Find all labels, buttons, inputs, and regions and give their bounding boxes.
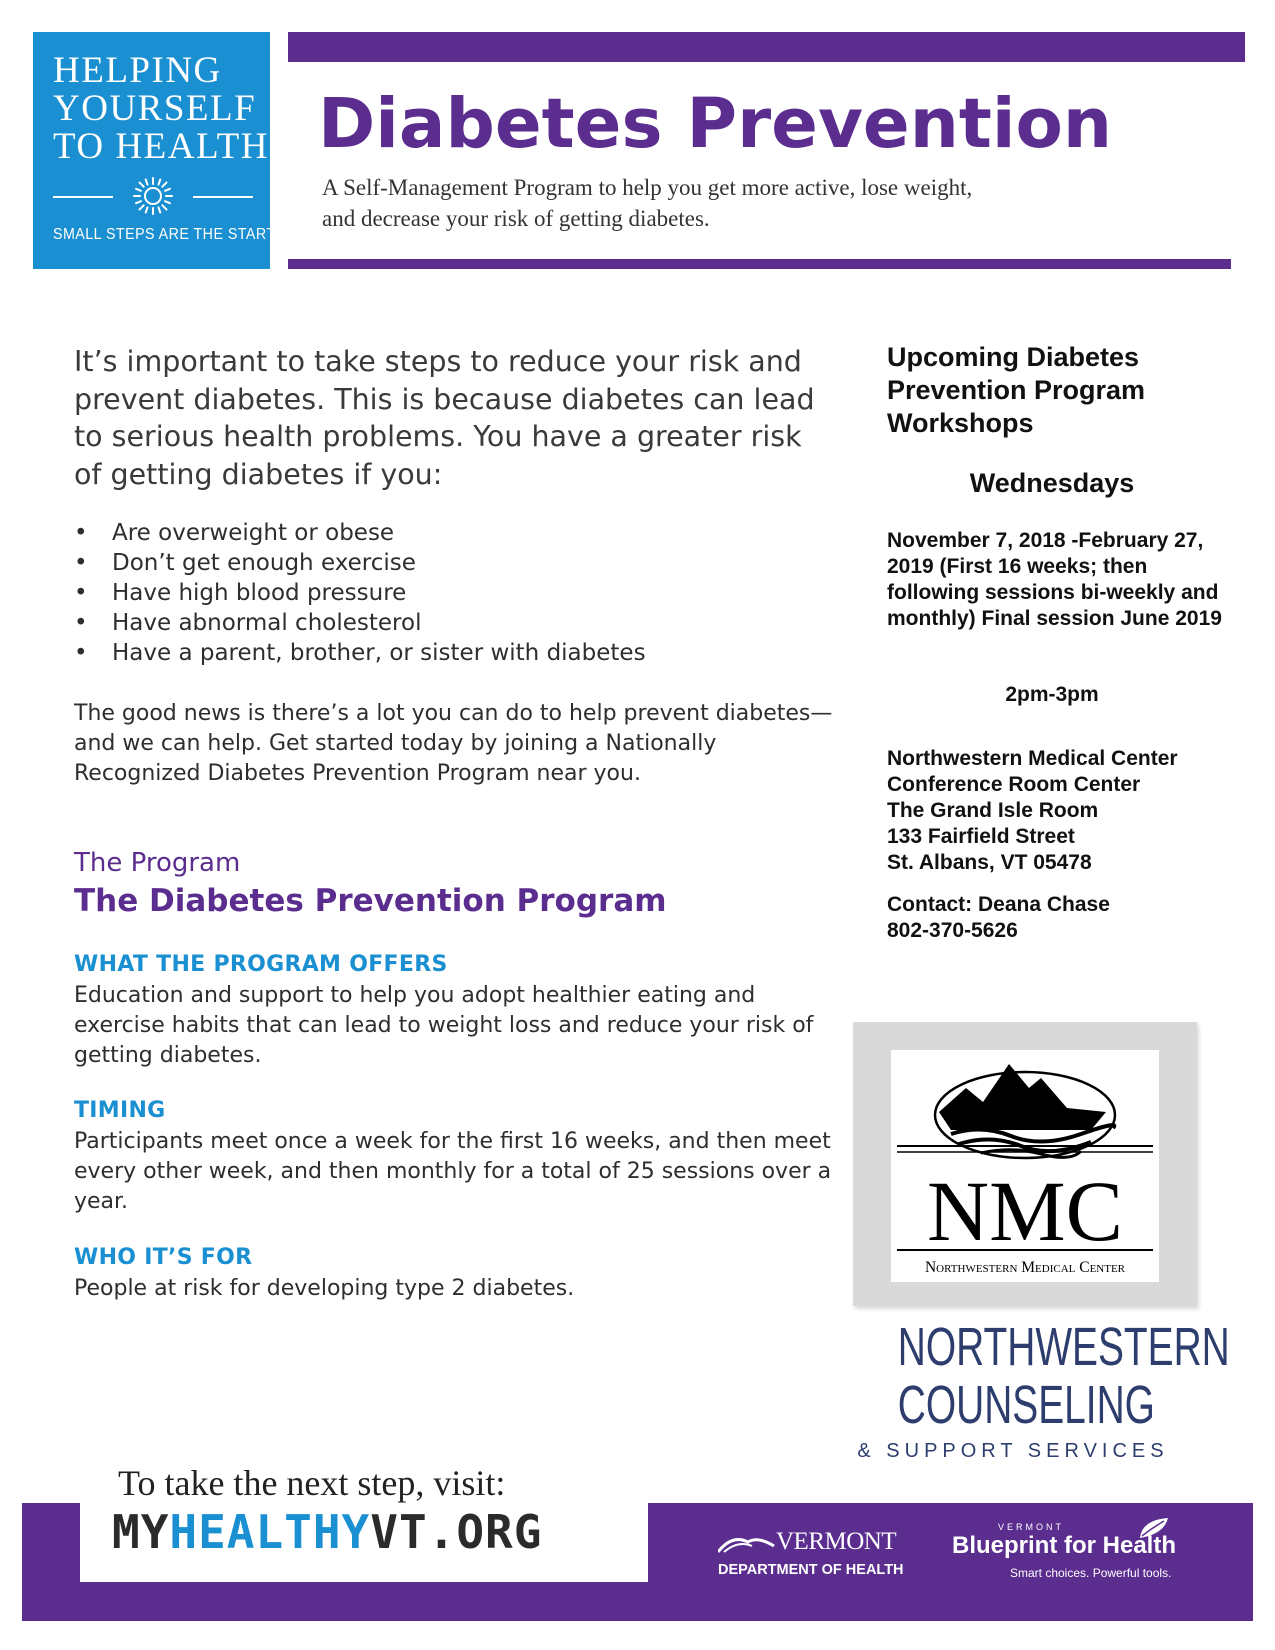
risk-factor-list <box>74 518 834 668</box>
page-subtitle <box>322 172 1102 234</box>
url-part-1: MY <box>112 1505 170 1559</box>
list-item <box>74 578 834 608</box>
location-line: Northwestern Medical Center <box>887 747 1178 770</box>
logo-line-1: HELPING <box>53 50 222 91</box>
bfh-name: Blueprint for Health <box>952 1532 1177 1559</box>
nmc-logo <box>891 1050 1159 1282</box>
logo-line-2: YOURSELF <box>53 88 257 129</box>
vdh-department: DEPARTMENT OF HEALTH <box>718 1562 904 1578</box>
blueprint-for-health-logo <box>952 1522 1192 1580</box>
leaf-icon <box>1138 1516 1170 1540</box>
visit-text: To take the next step, visit: <box>118 1463 506 1503</box>
bullet-icon: • <box>74 580 88 606</box>
nwc-line-3: & SUPPORT SERVICES <box>857 1440 1169 1462</box>
section-body-timing: Participants meet once a week for the first 16 weeks, and then meet every other week, and then monthly for a total of 25 sessions over a year. <box>74 1129 832 1214</box>
subtitle-line-1: A Self-Management Program to help you get more active, lose weight, <box>322 175 973 200</box>
vermont-mountain-icon <box>718 1532 776 1554</box>
bullet-icon: • <box>74 640 88 666</box>
sun-icon <box>53 176 253 216</box>
section-heading-offers: WHAT THE PROGRAM OFFERS <box>74 952 448 977</box>
location-line: The Grand Isle Room <box>887 799 1099 822</box>
nwc-line-2: COUNSELING <box>897 1375 1155 1435</box>
workshop-day: Wednesdays <box>969 468 1135 498</box>
program-label: The Program <box>74 848 241 878</box>
good-news-paragraph: The good news is there’s a lot you can do to help prevent diabetes—and we can help. Get started today by joining a Nationally Recognized Diabetes Prevention Program near you. <box>74 701 833 786</box>
workshop-location <box>887 746 1227 876</box>
list-item <box>74 548 834 578</box>
risk-factor-text: Don’t get enough exercise <box>112 550 416 576</box>
workshop-dates: November 7, 2018 -February 27, 2019 (First 16 weeks; then following sessions bi-weekly and monthly) Final session June 2019 <box>887 529 1222 630</box>
section-body-audience: People at risk for developing type 2 diabetes. <box>74 1276 575 1301</box>
list-item <box>74 608 834 638</box>
logo-line-3: TO HEALTH <box>53 126 269 167</box>
website-link[interactable] <box>112 1505 542 1559</box>
contact-name: Contact: Deana Chase <box>887 893 1110 916</box>
list-item <box>74 518 834 548</box>
section-heading-timing: TIMING <box>74 1098 166 1123</box>
workshops-title: Upcoming Diabetes Prevention Program Workshops <box>887 342 1146 438</box>
location-line: Conference Room Center <box>887 773 1141 796</box>
bullet-icon: • <box>74 610 88 636</box>
list-item <box>74 638 834 668</box>
vermont-health-logo <box>718 1528 904 1578</box>
logo-tagline: SMALL STEPS ARE THE START. <box>53 226 279 243</box>
bfh-state: VERMONT <box>998 1522 1064 1532</box>
contact-info <box>887 892 1227 944</box>
mountain-icon <box>891 1050 1159 1282</box>
risk-factor-text: Are overweight or obese <box>112 520 395 546</box>
risk-factor-text: Have abnormal cholesterol <box>112 610 422 636</box>
program-title: The Diabetes Prevention Program <box>74 883 667 919</box>
header-bottom-bar <box>288 259 1231 269</box>
contact-phone: 802-370-5626 <box>887 919 1018 942</box>
location-line: St. Albans, VT 05478 <box>887 851 1092 874</box>
nwc-line-1: NORTHWESTERN <box>897 1317 1230 1377</box>
nmc-name: Northwestern Medical Center <box>924 1259 1126 1276</box>
northwestern-counseling-logo <box>853 1317 1230 1463</box>
section-heading-audience: WHO IT’S FOR <box>74 1245 253 1270</box>
bfh-tagline: Smart choices. Powerful tools. <box>1010 1566 1172 1580</box>
risk-factor-text: Have a parent, brother, or sister with diabetes <box>112 640 646 666</box>
intro-paragraph: It’s important to take steps to reduce your risk and prevent diabetes. This is because diabetes can lead to serious health problems. You have a greater risk of getting diabetes if you: <box>74 345 815 491</box>
workshop-time: 2pm-3pm <box>1005 683 1099 706</box>
bullet-icon: • <box>74 520 88 546</box>
vdh-state: VERMONT <box>776 1528 897 1555</box>
url-part-2: HEALTHY <box>169 1505 371 1559</box>
risk-factor-text: Have high blood pressure <box>112 580 407 606</box>
subtitle-line-2: and decrease your risk of getting diabetes. <box>322 206 710 231</box>
location-line: 133 Fairfield Street <box>887 825 1075 848</box>
header-top-bar <box>288 32 1245 62</box>
helping-yourself-logo <box>33 32 279 269</box>
page-title: Diabetes Prevention <box>318 84 1113 164</box>
section-body-offers: Education and support to help you adopt healthier eating and exercise habits that can lead to weight loss and reduce your risk of getting diabetes. <box>74 983 814 1068</box>
nmc-logo-frame <box>853 1022 1197 1306</box>
bullet-icon: • <box>74 550 88 576</box>
nmc-letters: NMC <box>927 1163 1123 1259</box>
url-part-3: VT.ORG <box>370 1505 543 1559</box>
